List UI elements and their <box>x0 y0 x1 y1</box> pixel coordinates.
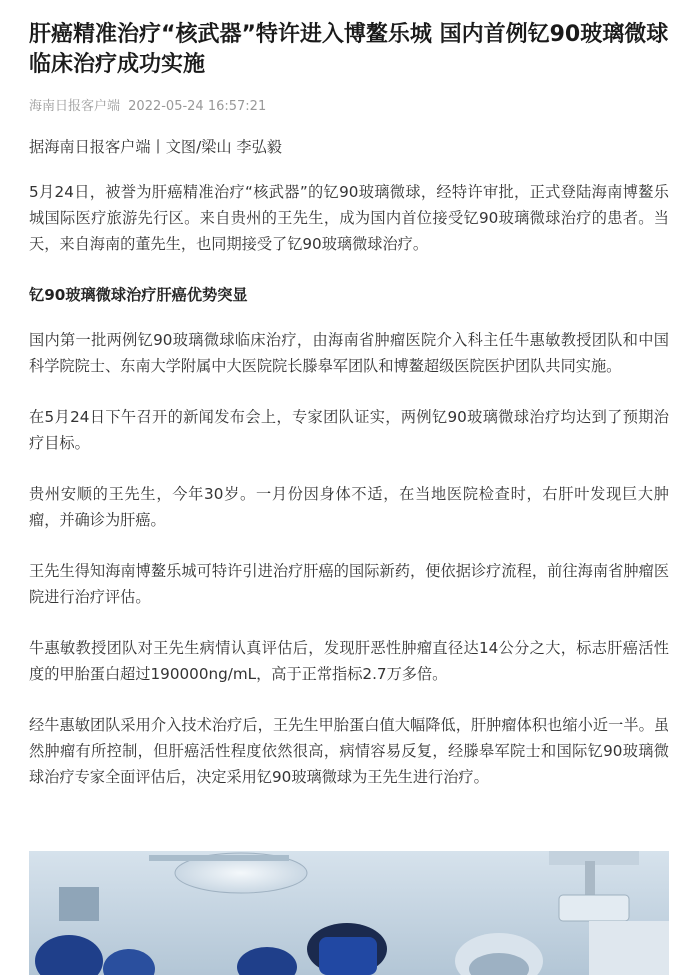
paragraph: 经牛惠敏团队采用介入技术治疗后，王先生甲胎蛋白值大幅降低，肝肿瘤体积也缩小近一半。虽然肿瘤有所控制，但肝癌活性程度依然很高，病情容易反复，经滕皋军院士和国际钇90玻璃微球治疗专家全面评估后，决定采用钇90玻璃微球为王先生进行治疗。 <box>29 716 669 786</box>
paragraph: 5月24日，被誉为肝癌精准治疗“核武器”的钇90玻璃微球，经特许审批，正式登陆海南博鳌乐城国际医疗旅游先行区。来自贵州的王先生，成为国内首位接受钇90玻璃微球治疗的患者。当天，来自海南的董先生，也同期接受了钇90玻璃微球治疗。 <box>29 183 669 253</box>
paragraph: 贵州安顺的王先生，今年30岁。一月份因身体不适，在当地医院检查时，右肝叶发现巨大肿瘤，并确诊为肝癌。 <box>29 485 669 529</box>
article-body <box>29 134 669 790</box>
section-heading: 钇90玻璃微球治疗肝癌优势突显 <box>29 286 248 304</box>
article-datetime: 2022-05-24 16:57:21 <box>128 99 267 114</box>
article-meta <box>29 98 669 116</box>
paragraph: 牛惠敏教授团队对王先生病情认真评估后，发现肝恶性肿瘤直径达14公分之大，标志肝癌活性度的甲胎蛋白超过190000ng/mL，高于正常指标2.7万多倍。 <box>29 639 669 683</box>
article <box>29 0 669 815</box>
operating-room-photo <box>29 851 669 975</box>
paragraph: 王先生得知海南博鳌乐城可特许引进治疗肝癌的国际新药，便依据诊疗流程，前往海南省肿瘤医院进行治疗评估。 <box>29 562 669 606</box>
article-source[interactable]: 海南日报客户端 <box>29 99 121 114</box>
article-byline: 据海南日报客户端丨文图/梁山 李弘毅 <box>29 138 282 156</box>
paragraph: 国内第一批两例钇90玻璃微球临床治疗，由海南省肿瘤医院介入科主任牛惠敏教授团队和中国科学院院士、东南大学附属中大医院院长滕皋军团队和博鳌超级医院医护团队共同实施。 <box>29 331 669 375</box>
paragraph: 在5月24日下午召开的新闻发布会上，专家团队证实，两例钇90玻璃微球治疗均达到了预期治疗目标。 <box>29 408 669 452</box>
article-photo <box>29 851 669 975</box>
article-title: 肝癌精准治疗“核武器”特许进入博鳌乐城 国内首例钇90玻璃微球临床治疗成功实施 <box>29 22 669 77</box>
